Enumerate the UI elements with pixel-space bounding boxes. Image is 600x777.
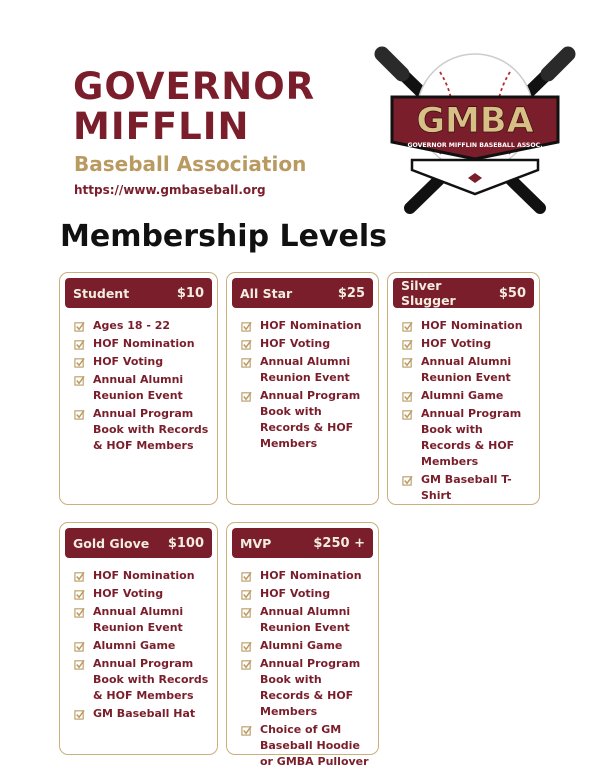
title-line-2: MIFFLIN — [73, 105, 250, 148]
benefit-item: HOF Nomination — [74, 568, 211, 584]
checkbox-icon — [402, 357, 413, 368]
benefit-item: Annual Program Book with Records & HOF Members — [74, 656, 211, 704]
checkbox-icon — [241, 659, 252, 670]
gmba-logo — [370, 42, 580, 222]
checkbox-icon — [74, 375, 85, 386]
checkbox-icon — [241, 641, 252, 652]
tier-header — [232, 528, 373, 558]
benefit-item: Ages 18 - 22 — [74, 318, 211, 334]
tier-name: Student — [73, 285, 130, 301]
tier-price: $25 — [337, 285, 365, 301]
benefit-item: Alumni Game — [402, 388, 533, 404]
checkbox-icon — [74, 409, 85, 420]
logo-banner — [392, 97, 558, 159]
checkbox-icon — [402, 475, 413, 486]
checkbox-icon — [402, 339, 413, 350]
checkbox-icon — [74, 709, 85, 720]
subtitle: Baseball Association — [74, 152, 307, 176]
benefit-item: Annual Alumni Reunion Event — [241, 354, 372, 386]
benefit-item: HOF Nomination — [241, 318, 372, 334]
benefit-item: HOF Voting — [241, 336, 372, 352]
benefit-item: Annual Program Book with Records & HOF Members — [402, 406, 533, 470]
tier-card-mvp — [226, 522, 379, 768]
checkbox-icon — [74, 607, 85, 618]
checkbox-icon — [241, 725, 252, 736]
tier-price: $100 — [167, 535, 204, 551]
logo-banner-text: GOVERNOR MIFFLIN BASEBALL ASSOC. — [407, 142, 543, 149]
section-title: Membership Levels — [60, 219, 387, 254]
tier-card-silver-slugger — [387, 272, 540, 505]
checkbox-icon — [402, 391, 413, 402]
checkbox-icon — [241, 607, 252, 618]
tier-name: MVP — [240, 535, 272, 551]
checkbox-icon — [74, 571, 85, 582]
checkbox-icon — [241, 321, 252, 332]
checkbox-icon — [241, 589, 252, 600]
tier-price: $50 — [498, 285, 526, 301]
checkbox-icon — [241, 339, 252, 350]
checkbox-icon — [402, 321, 413, 332]
benefit-item: Choice of GM Baseball Hoodie or GMBA Pullover — [241, 722, 372, 770]
benefit-list — [74, 318, 211, 456]
benefit-item: Annual Alumni Reunion Event — [74, 372, 211, 404]
benefit-item: HOF Nomination — [241, 568, 372, 584]
tier-header — [65, 528, 212, 558]
checkbox-icon — [402, 409, 413, 420]
benefit-item: Alumni Game — [74, 638, 211, 654]
checkbox-icon — [241, 357, 252, 368]
tier-header — [65, 278, 212, 308]
tier-card-student — [59, 272, 218, 505]
benefit-list — [241, 318, 372, 454]
benefit-item: HOF Voting — [241, 586, 372, 602]
checkbox-icon — [74, 321, 85, 332]
benefit-item: Annual Program Book with Records & HOF Members — [241, 656, 372, 720]
checkbox-icon — [74, 339, 85, 350]
tier-name: Gold Glove — [73, 535, 150, 551]
benefit-item: Annual Program Book with Records & HOF Members — [74, 406, 211, 454]
benefit-item: GM Baseball Hat — [74, 706, 211, 722]
benefit-item: Alumni Game — [241, 638, 372, 654]
tier-name: Silver Slugger — [401, 278, 456, 308]
benefit-item: GM Baseball T-Shirt — [402, 472, 533, 504]
tier-price: $10 — [176, 285, 204, 301]
benefit-item: Annual Program Book with Records & HOF Members — [241, 388, 372, 452]
benefit-item: Annual Alumni Reunion Event — [241, 604, 372, 636]
tier-header — [232, 278, 373, 308]
logo-main-text: GMBA — [416, 101, 534, 141]
checkbox-icon — [74, 641, 85, 652]
benefit-item: HOF Voting — [402, 336, 533, 352]
tier-header — [393, 278, 534, 308]
benefit-list — [241, 568, 372, 772]
tier-name: All Star — [240, 285, 293, 301]
tier-card-gold-glove — [59, 522, 218, 755]
tier-price: $250 + — [313, 535, 365, 551]
benefit-item: HOF Nomination — [74, 336, 211, 352]
checkbox-icon — [241, 391, 252, 402]
benefit-item: HOF Nomination — [402, 318, 533, 334]
benefit-item: Annual Alumni Reunion Event — [402, 354, 533, 386]
tier-card-all-star — [226, 272, 379, 505]
checkbox-icon — [241, 571, 252, 582]
benefit-item: Annual Alumni Reunion Event — [74, 604, 211, 636]
benefit-item: HOF Voting — [74, 354, 211, 370]
benefit-list — [402, 318, 533, 506]
website-link[interactable]: https://www.gmbaseball.org — [74, 183, 266, 197]
checkbox-icon — [74, 357, 85, 368]
benefit-list — [74, 568, 211, 724]
benefit-item: HOF Voting — [74, 586, 211, 602]
checkbox-icon — [74, 659, 85, 670]
checkbox-icon — [74, 589, 85, 600]
title-line-1: GOVERNOR — [73, 65, 316, 108]
